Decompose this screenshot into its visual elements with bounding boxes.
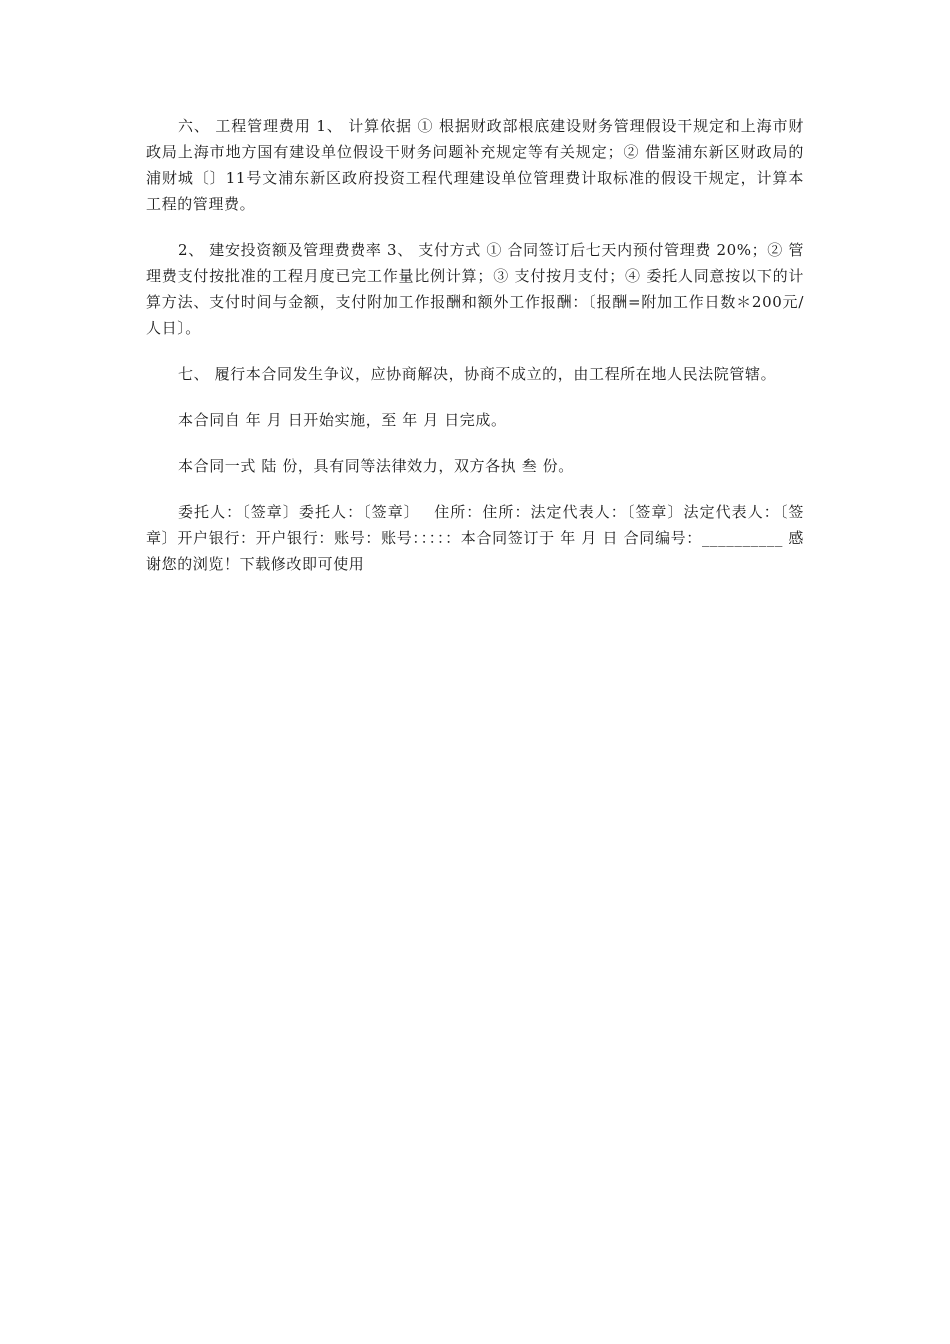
paragraph-payment-method: 2、 建安投资额及管理费费率 3、 支付方式 ① 合同签订后七天内预付管理费 20%；② 管理费支付按批准的工程月度已完工作量比例计算；③ 支付按月支付；④ 委托人同意按以下的计算方法、支付时间与金额，支付附加工作报酬和额外工作报酬：〔报酬=附加工作日数＊200元/人日〕。 — [146, 241, 804, 337]
paragraph-copies: 本合同一式 陆 份，具有同等法律效力，双方各执 叁 份。 — [178, 457, 574, 475]
paragraph-signatures: 委托人：〔签章〕委托人：〔签章〕 住所：住所：法定代表人：〔签章〕法定代表人：〔签章〕开户银行：开户银行：账号：账号：：：：：本合同签订于 年 月 日 合同编号：__________ 感谢您的浏览！下载修改即可使用 — [146, 503, 804, 573]
paragraph-management-fee: 六、 工程管理费用 1、 计算依据 ① 根据财政部根底建设财务管理假设干规定和上海市财政局上海市地方国有建设单位假设干财务问题补充规定等有关规定；② 借鉴浦东新区财政局的浦财城〔〕11号文浦东新区政府投资工程代理建设单位管理费计取标准的假设干规定，计算本工程的管理费。 — [146, 117, 804, 213]
paragraph-dispute-resolution: 七、 履行本合同发生争议，应协商解决，协商不成立的，由工程所在地人民法院管辖。 — [178, 365, 777, 383]
paragraph-contract-period: 本合同自 年 月 日开始实施，至 年 月 日完成。 — [178, 411, 507, 429]
document-body — [146, 113, 804, 577]
